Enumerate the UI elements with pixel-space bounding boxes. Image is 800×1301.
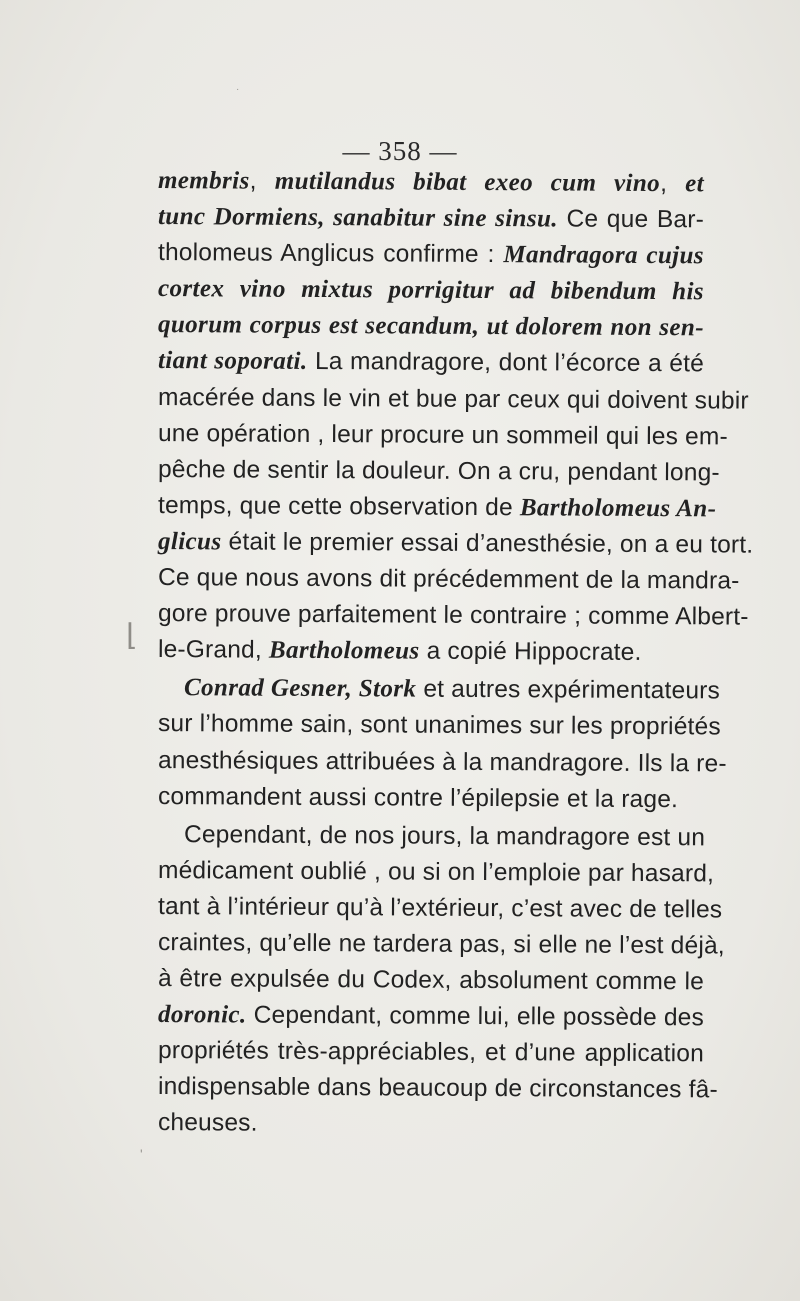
- italic-segment: Mandragora cujus: [503, 241, 705, 270]
- italic-segment: glicus: [157, 527, 222, 556]
- text-line: [158, 961, 704, 1000]
- text-line: [158, 1033, 704, 1072]
- text-segment: propriétés très-appréciables, et d’une application: [157, 1037, 705, 1068]
- text-line: [158, 307, 704, 346]
- italic-segment: membris: [157, 167, 250, 195]
- text-line: [157, 524, 754, 563]
- text-segment: cheuses.: [157, 1109, 258, 1138]
- text-segment: tholomeus Anglicus confirme :: [157, 239, 504, 269]
- page-number: — 358 —: [342, 136, 458, 166]
- text-line: [157, 416, 728, 455]
- italic-segment: Conrad Gesner, Stork: [183, 674, 417, 703]
- text-line: [157, 889, 723, 928]
- text-segment: Ce que Bar-: [557, 205, 705, 234]
- body-text: [157, 163, 754, 1142]
- text-segment: ,: [249, 167, 275, 195]
- text-segment: gore prouve parfaitement le contraire ; comme Albert-: [157, 600, 749, 631]
- text-line: [158, 632, 704, 671]
- text-segment: sur l’homme sain, sont unanimes sur les propriétés: [157, 710, 721, 741]
- text-segment: Cependant, de nos jours, la mandragore est un: [183, 820, 706, 852]
- text-line: [158, 997, 704, 1036]
- text-segment: était le premier essai d’anesthésie, on a eu tort.: [221, 528, 754, 559]
- text-line: [157, 743, 727, 782]
- margin-pencil-mark: ⌊: [126, 619, 138, 652]
- text-line: [157, 925, 725, 964]
- text-segment: craintes, qu’elle ne tardera pas, si elle ne l’est déjà,: [157, 928, 725, 960]
- italic-segment: et: [685, 170, 705, 198]
- text-line: [158, 1105, 704, 1144]
- text-line: [158, 163, 704, 202]
- text-segment: pêche de sentir la douleur. On a cru, pendant long-: [157, 455, 720, 487]
- italic-segment: doronic.: [157, 1001, 247, 1029]
- text-segment: indispensable dans beaucoup de circonstances fâ-: [157, 1073, 718, 1104]
- text-line: [158, 199, 704, 238]
- text-segment: macérée dans le vin et bue par ceux qui doivent subir: [157, 383, 749, 415]
- text-line: [157, 706, 721, 745]
- text-segment: une opération , leur procure un sommeil qui les em-: [157, 419, 728, 451]
- text-segment: et autres expérimentateurs: [416, 675, 721, 705]
- text-line: [157, 1069, 718, 1108]
- text-line: [157, 853, 715, 892]
- text-line: [157, 596, 749, 635]
- italic-segment: tunc Dormiens, sanabitur sine sinsu.: [157, 203, 559, 233]
- text-segment: commandent aussi contre l’épilepsie et la rage.: [157, 782, 679, 813]
- text-line: [157, 488, 717, 527]
- text-line: [157, 452, 720, 491]
- text-segment: temps, que cette observation de: [157, 491, 520, 522]
- text-line: [157, 380, 749, 419]
- paper-speck: ·: [236, 84, 240, 95]
- italic-segment: tiant soporati.: [157, 347, 308, 376]
- text-segment: médicament oublié , ou si on l’emploie par hasard,: [157, 856, 715, 888]
- text-segment: La mandragore, dont l’écorce a été: [307, 348, 705, 378]
- text-line: [158, 271, 704, 310]
- italic-segment: Bartholomeus: [268, 636, 420, 665]
- italic-segment: Bartholomeus An-: [519, 494, 717, 523]
- italic-segment: mutilandus bibat exeo cum vino: [274, 167, 661, 198]
- text-segment: ,: [660, 170, 686, 198]
- text-segment: tant à l’intérieur qu’à l’extérieur, c’est avec de telles: [157, 892, 723, 924]
- text-line: [158, 235, 704, 274]
- text-line: [158, 670, 721, 709]
- text-segment: Cependant, comme lui, elle possède des: [246, 1001, 705, 1032]
- text-segment: Ce que nous avons dit précédemment de la mandra-: [157, 564, 740, 595]
- text-line: [158, 343, 704, 382]
- text-segment: le-Grand,: [157, 636, 270, 664]
- italic-segment: quorum corpus est secandum, ut dolorem non sen-: [157, 311, 705, 342]
- paper-speck: ': [140, 1146, 143, 1162]
- text-segment: à être expulsée du Codex, absolument comme le: [157, 965, 705, 996]
- text-line: [158, 779, 704, 818]
- text-segment: a copié Hippocrate.: [419, 637, 642, 667]
- text-segment: anesthésiques attribuées à la mandragore. Ils la re-: [157, 746, 727, 777]
- text-line: [158, 817, 704, 856]
- text-line: [157, 560, 740, 599]
- italic-segment: cortex vino mixtus porrigitur ad bibendum his: [157, 275, 705, 306]
